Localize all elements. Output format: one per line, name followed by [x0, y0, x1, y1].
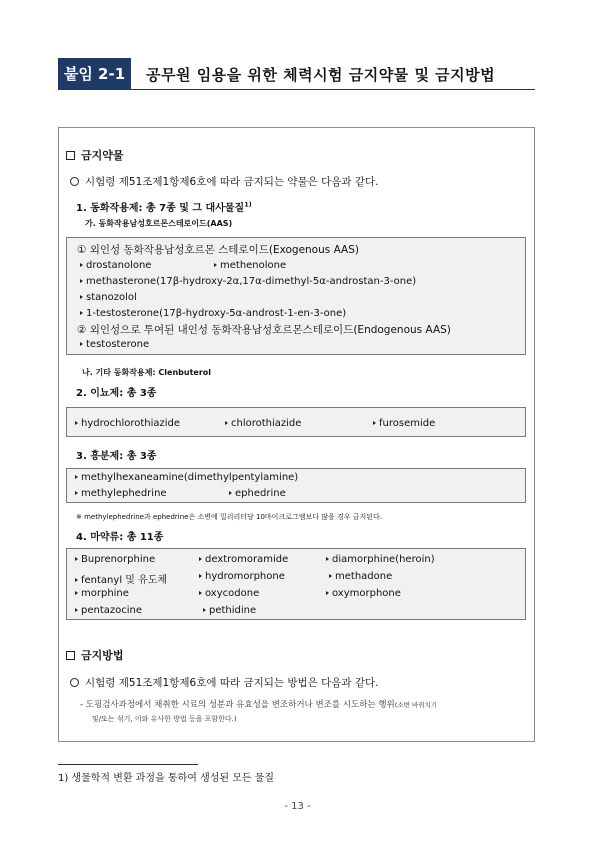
triangle-bullet-icon	[80, 311, 83, 315]
section-prohibited-methods: 금지방법	[66, 647, 124, 663]
appendix-tag: 붙임 2-1	[58, 58, 131, 90]
sec2-intro: 시험령 제51조제1항제6호에 따라 금지되는 방법은 다음과 같다.	[70, 675, 379, 690]
list-item: drostanolone	[80, 260, 151, 271]
stimulants-note: ※ methylephedrine과 ephedrine은 소변에 밀리리터당 10마이크로그램보다 많을 경우 금지된다.	[76, 513, 383, 521]
section-prohibited-substances: 금지약물	[66, 147, 124, 163]
narcotics-box	[66, 548, 526, 620]
footnote: 1) 생물학적 변환 과정을 통하여 생성된 모든 물질	[58, 773, 275, 784]
square-bullet-icon	[66, 151, 75, 160]
triangle-bullet-icon	[80, 342, 83, 346]
triangle-bullet-icon	[373, 421, 376, 425]
list-item: morphine	[75, 588, 129, 599]
triangle-bullet-icon	[214, 263, 217, 267]
list-item: ephedrine	[229, 488, 286, 499]
aas-subheading: 가. 동화작용남성호르몬스테로이드(AAS)	[85, 219, 233, 228]
endogenous-title: ② 외인성으로 투여된 내인성 동화작용남성호르몬스테로이드(Endogenous AAS)	[77, 324, 451, 336]
list-item: pethidine	[203, 605, 256, 616]
page-header	[58, 58, 535, 92]
triangle-bullet-icon	[75, 475, 78, 479]
triangle-bullet-icon	[80, 279, 83, 283]
method-line-1-small: (소변 바꿔치기	[394, 701, 438, 709]
footnote-rule	[58, 764, 198, 765]
other-anabolic: 나. 기타 동화작용제: Clenbuterol	[82, 368, 212, 377]
list-item: fentanyl 및 유도체	[75, 571, 167, 586]
circle-bullet-icon	[70, 678, 79, 687]
aas-box	[66, 237, 526, 355]
list-item: stanozolol	[80, 292, 137, 303]
header-rule	[131, 89, 535, 90]
triangle-bullet-icon	[329, 574, 332, 578]
triangle-bullet-icon	[199, 574, 202, 578]
list-item: oxycodone	[199, 588, 259, 599]
circle-bullet-icon	[70, 177, 79, 186]
exogenous-title: ① 외인성 동화작용남성호르몬 스테로이드(Exogenous AAS)	[77, 244, 359, 256]
list-item: 1-testosterone(17β-hydroxy-5α-androst-1-en-3-one)	[80, 308, 346, 319]
diuretics-box	[66, 407, 526, 437]
triangle-bullet-icon	[75, 591, 78, 595]
list-item: methadone	[329, 571, 392, 582]
triangle-bullet-icon	[80, 263, 83, 267]
list-item: dextromoramide	[199, 554, 288, 565]
triangle-bullet-icon	[199, 557, 202, 561]
triangle-bullet-icon	[75, 557, 78, 561]
list-item: chlorothiazide	[225, 418, 301, 429]
list-item: hydrochlorothiazide	[75, 418, 180, 429]
square-bullet-icon	[66, 651, 75, 660]
triangle-bullet-icon	[75, 491, 78, 495]
method-line-1: - 도핑검사과정에서 채취한 시료의 성분과 유효성을 변조하거나 변조를 시도하는 행위(소변 바꿔치기	[80, 700, 438, 710]
triangle-bullet-icon	[75, 421, 78, 425]
list-item: methasterone(17β-hydroxy-2α,17α-dimethyl-5α-androstan-3-one)	[80, 276, 416, 287]
page-number: - 13 -	[284, 801, 311, 812]
stimulants-heading: 3. 흥분제: 총 3종	[76, 451, 157, 462]
triangle-bullet-icon	[75, 608, 78, 612]
diuretics-heading: 2. 이뇨제: 총 3종	[76, 388, 157, 399]
triangle-bullet-icon	[75, 578, 78, 582]
list-item: hydromorphone	[199, 571, 285, 582]
stimulants-box	[66, 468, 526, 503]
list-item: methenolone	[214, 260, 286, 271]
triangle-bullet-icon	[199, 591, 202, 595]
list-item: methylephedrine	[75, 488, 167, 499]
list-item: Buprenorphine	[75, 554, 155, 565]
list-item: furosemide	[373, 418, 435, 429]
list-item: methylhexaneamine(dimethylpentylamine)	[75, 472, 298, 483]
list-item: oxymorphone	[326, 588, 401, 599]
triangle-bullet-icon	[326, 591, 329, 595]
narcotics-heading: 4. 마약류: 총 11종	[76, 532, 164, 543]
list-item: diamorphine(heroin)	[326, 554, 435, 565]
triangle-bullet-icon	[229, 491, 232, 495]
triangle-bullet-icon	[225, 421, 228, 425]
triangle-bullet-icon	[326, 557, 329, 561]
sec1-intro: 시험령 제51조제1항제6호에 따라 금지되는 약물은 다음과 같다.	[70, 174, 379, 189]
anabolic-heading: 1. 동화작용제: 총 7종 및 그 대사물질$^{1)}$	[76, 200, 252, 214]
page-title: 공무원 임용을 위한 체력시험 금지약물 및 금지방법	[146, 66, 496, 84]
footnote-ref: 1)	[244, 200, 252, 209]
list-item: testosterone	[80, 339, 149, 350]
method-line-2: 및/또는 섞기, 이와 유사한 방법 등을 포함한다.)	[92, 715, 237, 723]
triangle-bullet-icon	[80, 295, 83, 299]
triangle-bullet-icon	[203, 608, 206, 612]
list-item: pentazocine	[75, 605, 142, 616]
